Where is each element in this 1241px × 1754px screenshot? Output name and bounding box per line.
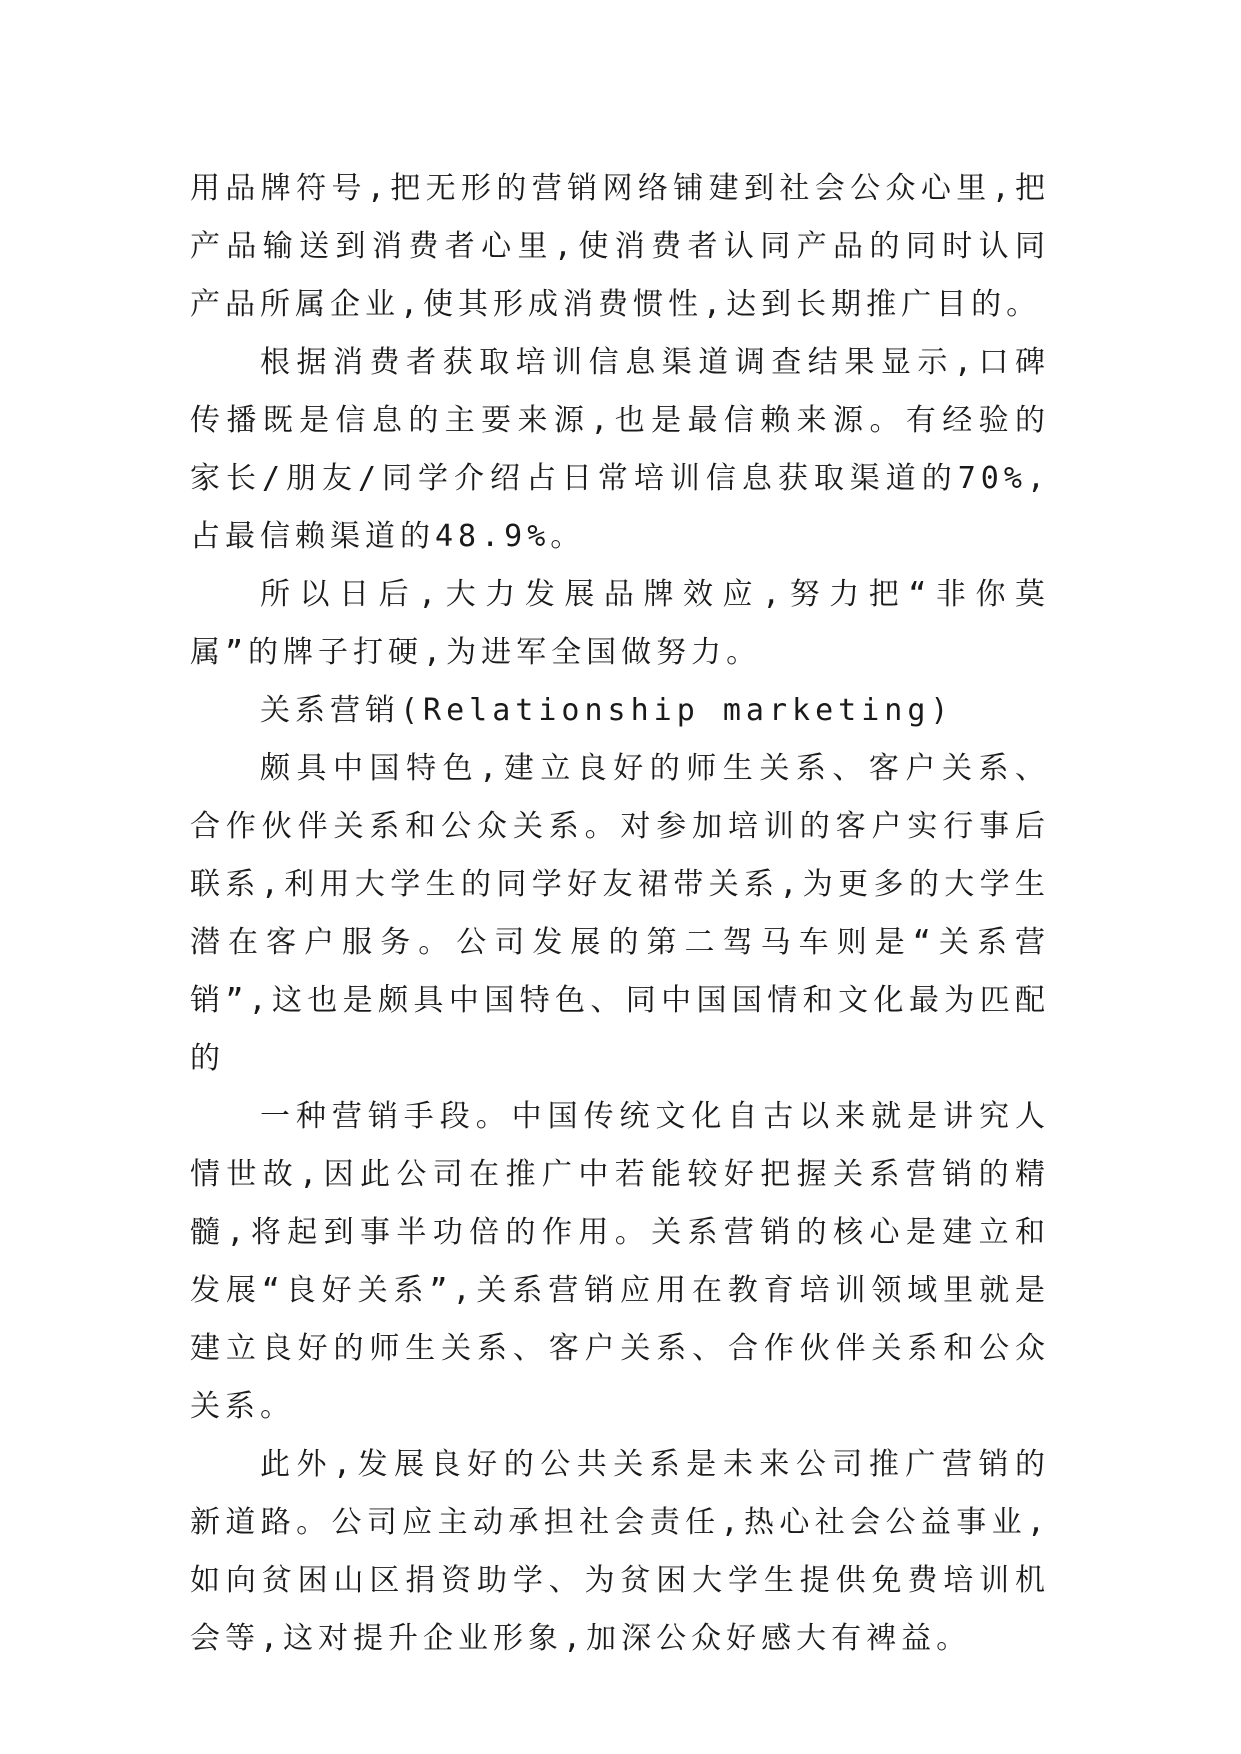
paragraph-brand-effect: 所以日后,大力发展品牌效应,努力把“非你莫属”的牌子打硬,为进军全国做努力。 (190, 577, 1050, 670)
paragraph-chinese-characteristics: 颇具中国特色,建立良好的师生关系、客户关系、合作伙伴关系和公众关系。对参加培训的客户实行事后联系,利用大学生的同学好友裙带关系,为更多的大学生潜在客户服务。公司发展的第二驾马车则是“关系营销”,这也是颇具中国特色、同中国国情和文化最为匹配的 (190, 751, 1050, 1076)
paragraph-brand-symbol: 用品牌符号,把无形的营销网络铺建到社会公众心里,把产品输送到消费者心里,使消费者认同产品的同时认同产品所属企业,使其形成消费惯性,达到长期推广目的。 (190, 171, 1050, 322)
paragraph-marketing-means: 一种营销手段。中国传统文化自古以来就是讲究人情世故,因此公司在推广中若能较好把握关系营销的精髓,将起到事半功倍的作用。关系营销的核心是建立和发展“良好关系”,关系营销应用在教育培训领域里就是建立良好的师生关系、客户关系、合作伙伴关系和公众关系。 (190, 1099, 1050, 1424)
paragraph-word-of-mouth: 根据消费者获取培训信息渠道调查结果显示,口碑传播既是信息的主要来源,也是最信赖来源。有经验的家长/朋友/同学介绍占日常培训信息获取渠道的70%,占最信赖渠道的48.9%。 (190, 345, 1050, 554)
paragraph-public-relations: 此外,发展良好的公共关系是未来公司推广营销的新道路。公司应主动承担社会责任,热心社会公益事业,如向贫困山区捐资助学、为贫困大学生提供免费培训机会等,这对提升企业形象,加深公众好感大有裨益。 (190, 1447, 1050, 1656)
section-heading-relationship-marketing: 关系营销(Relationship marketing) (260, 693, 954, 728)
body-text (190, 160, 1050, 1668)
